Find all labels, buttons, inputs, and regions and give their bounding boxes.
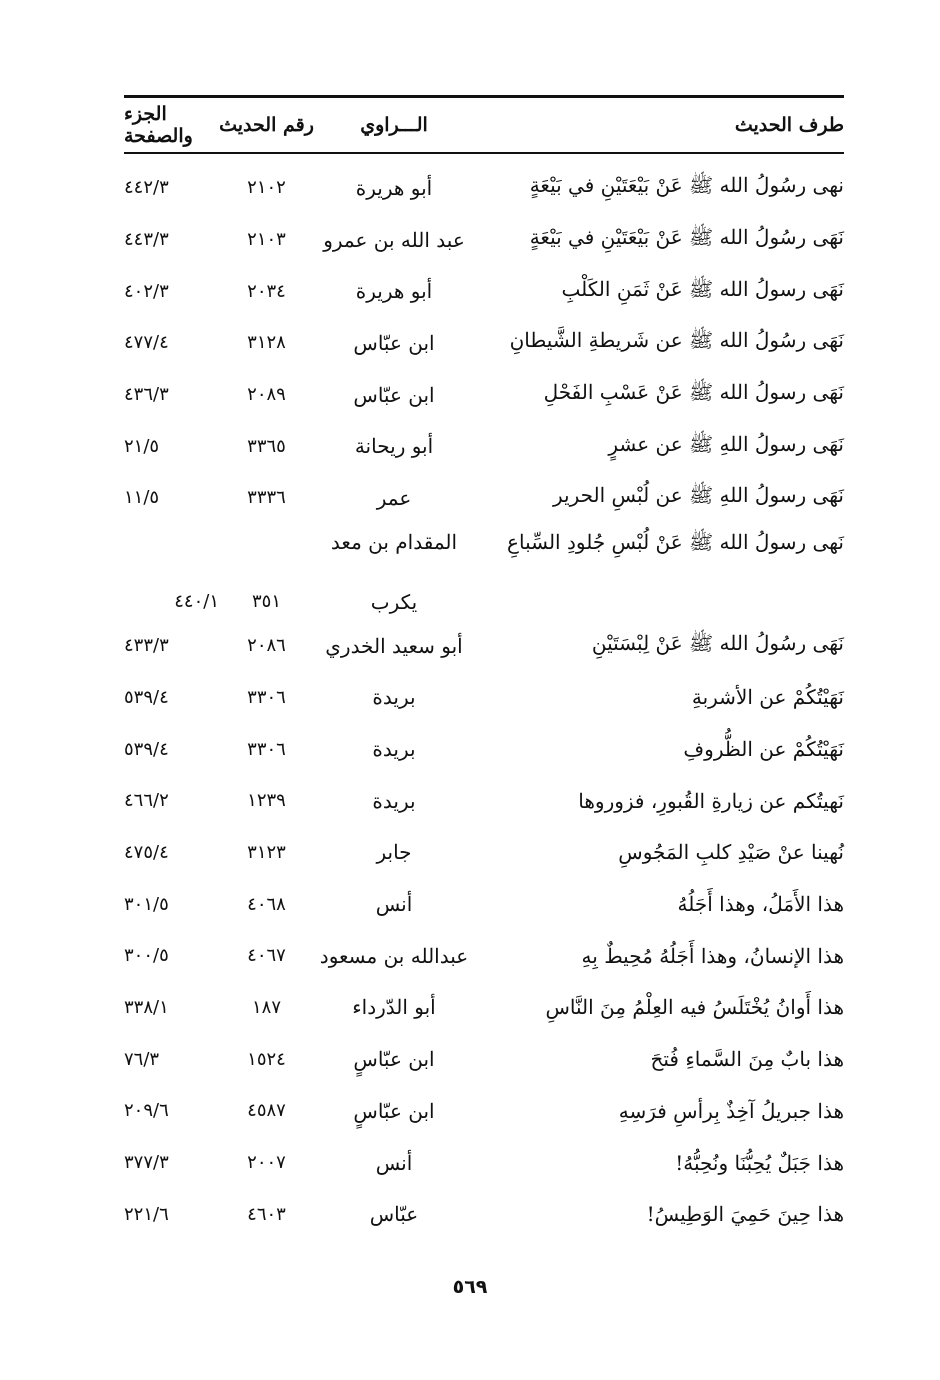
rawi-line-1: المقدام بن معد	[330, 529, 458, 554]
number-cell: ٤٦٠٣	[247, 1203, 286, 1225]
volume-page-cell: ٤٧٥/٤	[124, 841, 169, 863]
number-cell: ٤٥٨٧	[247, 1100, 286, 1122]
table-row	[124, 420, 844, 472]
number-cell: ٤٠٦٧	[247, 945, 286, 967]
rawi-cell: عبدالله بن مسعود	[319, 943, 469, 968]
number-cell: ٤٠٦٨	[247, 893, 286, 915]
table-row	[124, 723, 844, 775]
hadith-cell: نَهى رسولُ الله ﷺ عَنْ لُبْسِ جُلودِ السِّباعِ	[507, 529, 844, 554]
volume-page-cell: ١١/٥	[124, 487, 160, 509]
number-cell: ٢١٠٢	[247, 177, 286, 199]
rawi-cell: ابن عبّاس	[353, 330, 435, 355]
hadith-cell: نَهَيْتُكُمْ عن الأشربةِ	[691, 685, 844, 710]
index-table	[124, 95, 844, 1240]
volume-page-cell: ٥٣٩/٤	[124, 686, 169, 708]
number-cell: ٣٣٠٦	[247, 686, 286, 708]
number-cell: ٢٠٨٦	[247, 635, 286, 657]
number-cell: ٣٥١	[252, 590, 282, 612]
hadith-cell: هذا حِينَ حَمِيَ الوَطِيسُ!	[646, 1202, 844, 1227]
rawi-cell: جابر	[376, 840, 412, 865]
hadith-cell: هذا أَوانُ يُخْتَلَسُ فيه العِلْمُ مِنَ النَّاسِ	[545, 995, 844, 1020]
number-cell: ١٨٧	[251, 996, 281, 1018]
rawi-cell: عبد الله بن عمرو	[323, 227, 465, 252]
number-cell: ١٢٣٩	[247, 790, 286, 812]
table-header	[124, 98, 844, 152]
hadith-cell: نَهيتُكم عن زيارةِ القُبورِ، فزوروها	[578, 788, 844, 813]
volume-page-cell: ٣٠٠/٥	[124, 945, 169, 967]
table-row	[124, 162, 844, 214]
volume-page-cell: ٤٠٢/٣	[124, 280, 169, 302]
table-row	[124, 265, 844, 317]
hadith-cell: نَهَى رسُولُ الله ﷺ عن شَريطةِ الشَّيطانِ	[509, 328, 844, 353]
hadith-cell: نَهَى رسولُ اللهِ ﷺ عن عشرٍ	[608, 431, 844, 456]
table-row	[124, 214, 844, 266]
number-cell: ٣٣٣٦	[247, 487, 286, 509]
volume-page-cell: ٤٣٣/٣	[124, 635, 169, 657]
table-body	[124, 154, 844, 1240]
header-number: رقم الحديث	[219, 114, 314, 136]
volume-page-cell: ٢٢١/٦	[124, 1203, 169, 1225]
table-row	[124, 878, 844, 930]
number-cell: ١٥٢٤	[247, 1048, 286, 1070]
volume-page-cell: ٥٣٩/٤	[124, 738, 169, 760]
table-row	[124, 317, 844, 369]
rawi-cell: أنس	[375, 892, 413, 917]
volume-page-cell: ٤٤٣/٣	[124, 229, 169, 251]
rawi-cell: أبو الدّرداء	[352, 995, 436, 1020]
number-cell: ٢٠٠٧	[247, 1152, 286, 1174]
table-row	[124, 827, 844, 879]
volume-page-cell: ٣٣٨/١	[124, 996, 169, 1018]
rawi-cell: عبّاس	[369, 1202, 419, 1227]
rawi-cell: ابن عبّاس	[353, 382, 435, 407]
number-cell: ٢١٠٣	[247, 229, 286, 251]
table-row	[124, 1085, 844, 1137]
table-row	[124, 524, 844, 620]
table-row	[124, 775, 844, 827]
rawi-cell: أبو سعيد الخدري	[325, 633, 463, 658]
rawi-cell: بريدة	[372, 737, 416, 762]
table-row	[124, 930, 844, 982]
rawi-cell: ابن عبّاسٍ	[353, 1098, 435, 1123]
header-rawi: الـــراوي	[360, 114, 428, 136]
table-row	[124, 369, 844, 421]
volume-page-cell: ٤٣٦/٣	[124, 384, 169, 406]
table-row	[124, 982, 844, 1034]
number-cell: ٣١٢٨	[247, 332, 286, 354]
hadith-cell: نهى رسُولُ الله ﷺ عَنْ بَيْعَتَيْنِ في بَيْعَةٍ	[529, 173, 844, 198]
rawi-cell: بريدة	[372, 788, 416, 813]
hadith-cell: نُهينا عنْ صَيْدِ كلبِ المَجُوسِ	[618, 840, 844, 865]
volume-page-cell: ٤٧٧/٤	[124, 332, 169, 354]
number-cell: ٣٣٦٥	[247, 435, 286, 457]
hadith-cell: نَهَى رسولُ الله ﷺ عَنْ عَسْبِ الفَحْلِ	[543, 380, 844, 405]
volume-page-cell: ٣٠١/٥	[124, 893, 169, 915]
number-cell: ٣١٢٣	[247, 841, 286, 863]
volume-page-cell: ٤٦٦/٢	[124, 790, 169, 812]
volume-page-cell: ٤٤٢/٣	[124, 177, 169, 199]
table-row	[124, 1137, 844, 1189]
rawi-line-2: يكرب	[370, 589, 418, 614]
rawi-cell: أبو هريرة	[355, 279, 433, 304]
table-row	[124, 1033, 844, 1085]
rawi-cell: أنس	[375, 1150, 413, 1175]
number-cell: ٢٠٨٩	[247, 384, 286, 406]
rawi-cell	[314, 524, 474, 620]
hadith-cell: نَهَى رسُولُ الله ﷺ عَنْ بَيْعَتَيْنِ في بَيْعَةٍ	[529, 225, 844, 250]
volume-page-cell: ٢٠٩/٦	[124, 1100, 169, 1122]
rawi-cell: أبو هريرة	[355, 175, 433, 200]
page-number: ٥٦٩	[452, 1276, 488, 1298]
number-cell: ٢٠٣٤	[247, 280, 286, 302]
rawi-cell: ابن عبّاسٍ	[353, 1047, 435, 1072]
volume-page-cell: ٤٤٠/١	[174, 590, 219, 612]
hadith-cell: هذا جَبَلٌ يُحِبُّنَا ونُحِبُّهُ!	[675, 1150, 844, 1175]
rawi-cell: أبو ريحانة	[354, 434, 434, 459]
table-row	[124, 672, 844, 724]
header-hadith: طرف الحديث	[734, 114, 844, 136]
volume-page-cell: ٣٧٧/٣	[124, 1152, 169, 1174]
hadith-cell: هذا الأَمَلُ، وهذا أَجَلُهُ	[677, 892, 844, 917]
table-row	[124, 1188, 844, 1240]
hadith-cell: هذا الإنسانُ، وهذا أَجَلُهُ مُحِيطٌ بِهِ	[581, 943, 844, 968]
hadith-cell: نَهَى رسولُ اللهِ ﷺ عن لُبْسِ الحرير	[552, 483, 844, 508]
volume-page-cell: ٢١/٥	[124, 435, 160, 457]
hadith-cell: هذا جبريلُ آخِذٌ بِرأسِ فرَسِهِ	[618, 1098, 844, 1123]
number-cell: ٣٣٠٦	[247, 738, 286, 760]
rawi-cell: عمر	[376, 485, 412, 510]
table-row	[124, 620, 844, 672]
header-volume-page: الجزء والصفحة	[124, 103, 193, 147]
hadith-cell: نَهَى رسُولُ الله ﷺ عَنْ لِبْسَتَيْنِ	[591, 631, 844, 656]
rawi-cell: بريدة	[372, 685, 416, 710]
volume-page-cell: ٧٦/٣	[124, 1048, 160, 1070]
hadith-cell: نَهَى رسولُ الله ﷺ عَنْ ثَمَنِ الكَلْبِ	[561, 276, 844, 301]
hadith-cell: هذا بابٌ مِنَ السَّماءِ فُتحَ	[650, 1047, 844, 1072]
hadith-cell: نَهَيْتُكُمْ عن الظُّروفِ	[683, 737, 844, 762]
table-row	[124, 472, 844, 524]
